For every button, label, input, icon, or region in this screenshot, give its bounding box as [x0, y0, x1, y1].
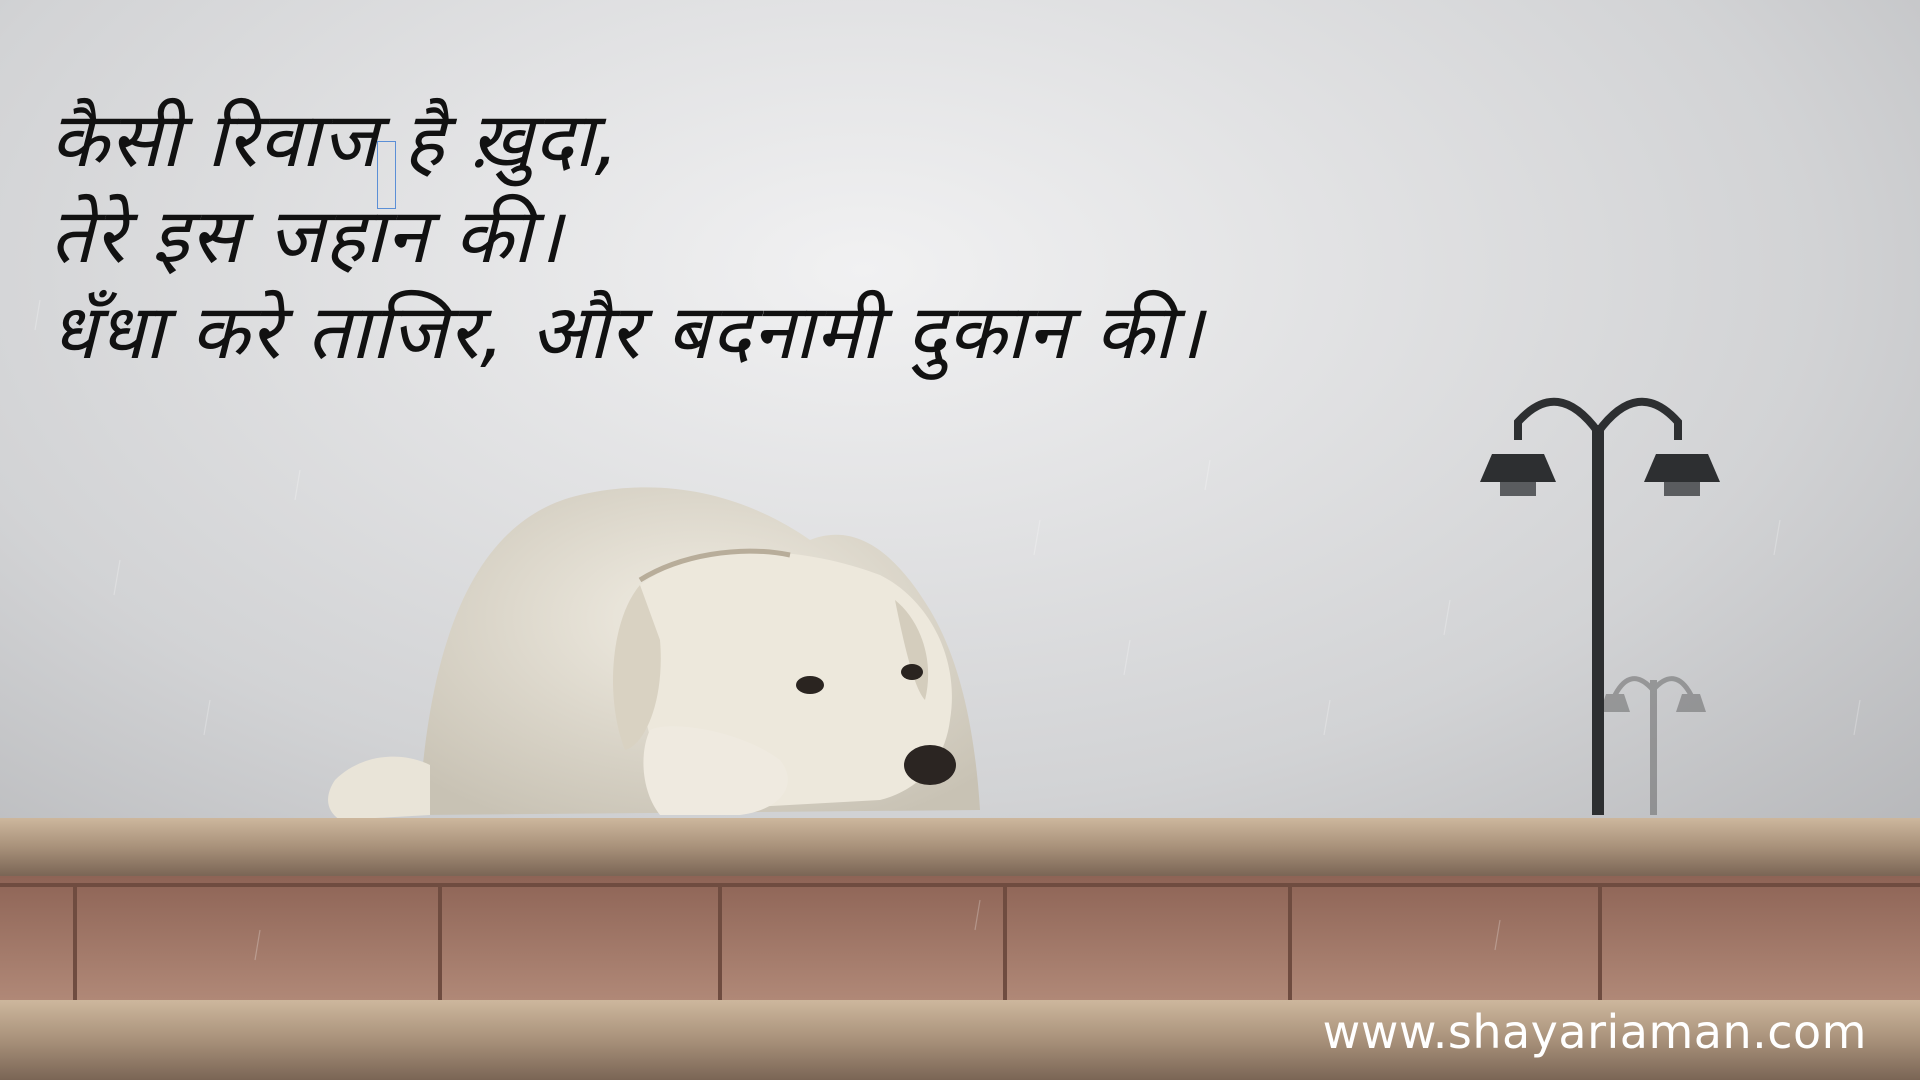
website-watermark: www.shayariaman.com: [1322, 1005, 1867, 1059]
text-cursor-box: [377, 141, 396, 209]
wall-ledge: [0, 818, 1920, 876]
brick-wall: [0, 876, 1920, 1000]
quote-line-1: कैसी रिवाज है ख़ुदा,: [50, 95, 620, 184]
shayari-quote: [50, 92, 1204, 380]
quote-line-3: धँधा करे ताजिर, और बदनामी दुकान की।: [50, 287, 1204, 376]
quote-line-2: तेरे इस जहान की।: [50, 191, 564, 280]
